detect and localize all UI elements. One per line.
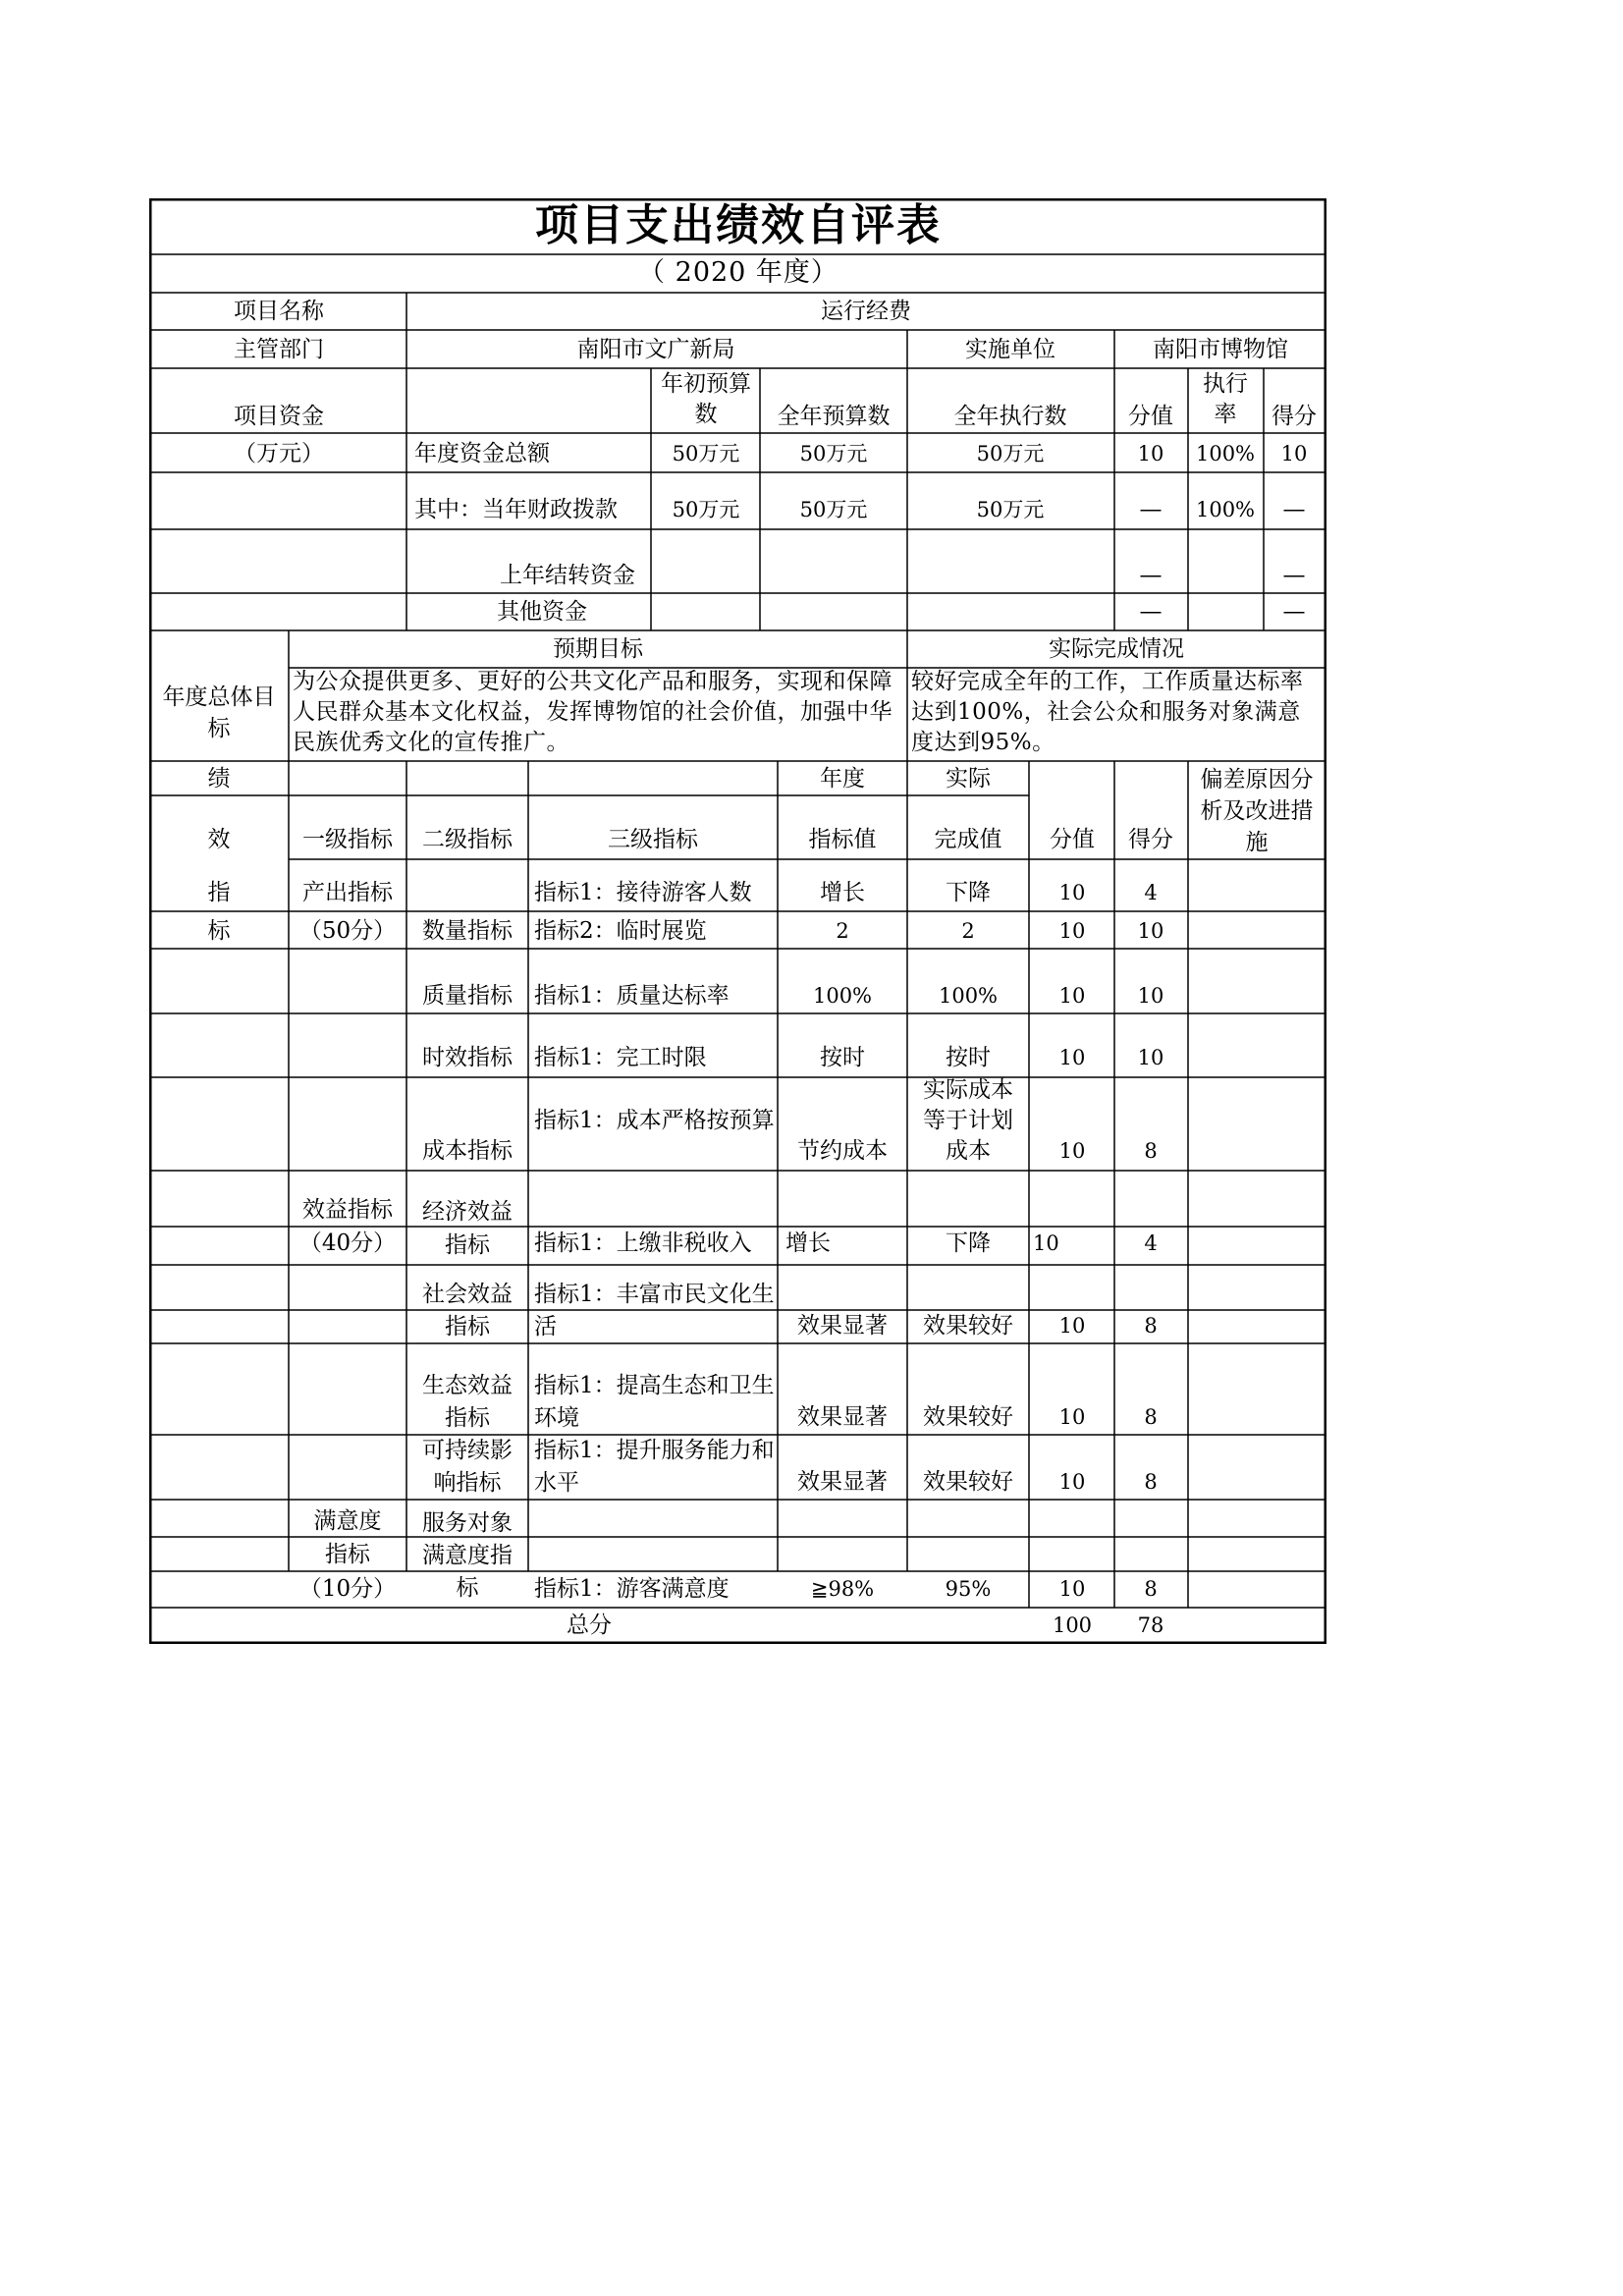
initial-budget-header: 年初预算数 xyxy=(661,371,751,427)
level2-service-satisfaction: 服务对象满意度指标 xyxy=(422,1510,513,1601)
score-sustainable: 8 xyxy=(1144,1470,1158,1494)
indicator-social: 指标1：丰富市民文化生活 xyxy=(534,1282,775,1339)
actual-satisfaction: 95% xyxy=(945,1577,992,1601)
annual-exec-header: 全年执行数 xyxy=(953,404,1067,429)
actual-cost: 实际成本等于计划成本 xyxy=(923,1077,1013,1164)
score-cost: 8 xyxy=(1144,1139,1158,1163)
indicator-exhibition: 指标2：临时展览 xyxy=(534,918,707,944)
weight-economic: 10 xyxy=(1033,1231,1059,1255)
indicator-sustainable: 指标1：提升服务能力和水平 xyxy=(534,1438,775,1496)
level2-ecological: 生态效益指标 xyxy=(422,1373,513,1431)
fiscal-label: 其中：当年财政拨款 xyxy=(414,497,618,522)
level2-sustainable: 可持续影响指标 xyxy=(422,1438,513,1496)
expected-text: 为公众提供更多、更好的公共文化产品和服务，实现和保障人民群众基本文化权益，发挥博物馆的社会价值，加强中华民族优秀文化的宣传推广。 xyxy=(293,669,893,755)
score-economic: 4 xyxy=(1144,1231,1158,1255)
funds-label: 项目资金 xyxy=(234,404,324,429)
other-score: — xyxy=(1282,599,1306,625)
actual-timeliness: 按时 xyxy=(946,1045,991,1070)
actual-ecological: 效果较好 xyxy=(923,1404,1013,1430)
actual-text: 较好完成全年的工作，工作质量达标率达到100%，社会公众和服务对象满意度达到95%。 xyxy=(911,669,1304,755)
indicator-timeliness: 指标1：完工时限 xyxy=(534,1045,707,1070)
indicator-economic: 指标1：上缴非税收入 xyxy=(534,1230,752,1256)
total-annual: 50万元 xyxy=(799,442,868,465)
total-weight-sum: 100 xyxy=(1052,1613,1093,1637)
actual-exhibition: 2 xyxy=(961,919,975,943)
target-economic: 增长 xyxy=(785,1230,831,1256)
dept-label: 主管部门 xyxy=(234,337,324,362)
level1-benefit-points: （40分） xyxy=(298,1230,397,1256)
target-visitors: 增长 xyxy=(820,880,865,905)
other-label: 其他资金 xyxy=(497,599,587,625)
perf-weight-header: 分值 xyxy=(1050,827,1095,852)
exec-rate-header: 执行率 xyxy=(1203,371,1248,427)
actual-visitors: 下降 xyxy=(946,880,991,905)
project-name-label: 项目名称 xyxy=(234,299,324,324)
fiscal-exec: 50万元 xyxy=(976,498,1045,521)
fiscal-weight: — xyxy=(1139,497,1163,522)
target-quality: 100% xyxy=(812,984,873,1008)
level2-timeliness: 时效指标 xyxy=(422,1045,513,1070)
indicator-visitors: 指标1：接待游客人数 xyxy=(534,880,752,905)
score-satisfaction: 8 xyxy=(1144,1577,1158,1601)
total-weight: 10 xyxy=(1137,442,1164,465)
reason-header: 偏差原因分析及改进措施 xyxy=(1200,767,1314,855)
side-char-1: 绩 xyxy=(207,766,231,792)
total-score-label: 总分 xyxy=(567,1613,612,1638)
total-exec: 50万元 xyxy=(976,442,1045,465)
side-char-3: 指 xyxy=(207,880,231,905)
score-visitors: 4 xyxy=(1144,881,1158,904)
other-weight: — xyxy=(1139,599,1163,625)
weight-sustainable: 10 xyxy=(1058,1470,1086,1494)
weight-exhibition: 10 xyxy=(1058,919,1086,943)
target-ecological: 效果显著 xyxy=(797,1404,888,1430)
fiscal-rate: 100% xyxy=(1195,498,1256,521)
score-quality: 10 xyxy=(1137,984,1164,1008)
annual-budget-header: 全年预算数 xyxy=(777,404,891,429)
total-score: 10 xyxy=(1280,442,1308,465)
target-timeliness: 按时 xyxy=(820,1045,865,1070)
target-exhibition: 2 xyxy=(836,919,849,943)
carryover-score: — xyxy=(1282,563,1306,588)
level1-output-points: （50分） xyxy=(298,918,397,944)
year-line: （ 2020 年度） xyxy=(638,257,839,288)
total-initial: 50万元 xyxy=(672,442,740,465)
weight-cost: 10 xyxy=(1058,1139,1086,1163)
weight-quality: 10 xyxy=(1058,984,1086,1008)
indicator-ecological: 指标1：提高生态和卫生环境 xyxy=(534,1373,775,1431)
level2-social: 社会效益指标 xyxy=(422,1282,513,1339)
actual-social: 效果较好 xyxy=(923,1313,1013,1339)
indicator-satisfaction: 指标1：游客满意度 xyxy=(534,1576,730,1602)
carryover-label: 上年结转资金 xyxy=(500,563,635,588)
unit-label: 实施单位 xyxy=(965,337,1055,362)
indicator-quality: 指标1：质量达标率 xyxy=(534,983,730,1009)
fiscal-initial: 50万元 xyxy=(672,498,740,521)
total-score-sum: 78 xyxy=(1137,1613,1164,1637)
goal-label: 年度总体目标 xyxy=(162,684,276,741)
level3-header: 三级指标 xyxy=(608,827,698,852)
self-evaluation-form xyxy=(149,198,1326,1644)
score-social: 8 xyxy=(1144,1314,1158,1338)
level2-header: 二级指标 xyxy=(422,827,513,852)
level2-quantity: 数量指标 xyxy=(422,918,513,944)
form-title: 项目支出绩效自评表 xyxy=(535,200,942,250)
target-satisfaction: ≧98% xyxy=(810,1577,875,1601)
target-sustainable: 效果显著 xyxy=(797,1469,888,1495)
level1-satisfaction-points: （10分） xyxy=(298,1576,397,1602)
weight-visitors: 10 xyxy=(1058,881,1086,904)
weight-satisfaction: 10 xyxy=(1058,1577,1086,1601)
level2-cost: 成本指标 xyxy=(422,1138,513,1164)
score-exhibition: 10 xyxy=(1137,919,1164,943)
funds-unit-label: （万元） xyxy=(234,441,324,466)
target-header: 指标值 xyxy=(808,827,877,852)
annual-header: 年度 xyxy=(820,766,865,792)
score-ecological: 8 xyxy=(1144,1405,1158,1429)
target-cost: 节约成本 xyxy=(797,1138,888,1164)
level2-quality: 质量指标 xyxy=(422,983,513,1009)
fiscal-score: — xyxy=(1282,497,1306,522)
carryover-weight: — xyxy=(1139,563,1163,588)
level1-output: 产出指标 xyxy=(302,880,393,905)
side-char-4: 标 xyxy=(207,918,231,944)
project-name-value: 运行经费 xyxy=(821,299,911,324)
expected-header: 预期目标 xyxy=(553,636,643,662)
actual-header: 实际完成情况 xyxy=(1049,636,1184,662)
total-label: 年度资金总额 xyxy=(414,441,550,466)
unit-value: 南阳市博物馆 xyxy=(1153,337,1288,362)
level1-satisfaction: 满意度指标 xyxy=(313,1508,382,1567)
score-timeliness: 10 xyxy=(1137,1046,1164,1069)
perf-score-header: 得分 xyxy=(1128,827,1173,852)
weight-header: 分值 xyxy=(1128,404,1173,429)
level1-header: 一级指标 xyxy=(302,827,393,852)
total-rate: 100% xyxy=(1195,442,1256,465)
target-social: 效果显著 xyxy=(797,1313,888,1339)
weight-social: 10 xyxy=(1058,1314,1086,1338)
dept-value: 南阳市文广新局 xyxy=(576,337,735,362)
actual-col-header: 实际 xyxy=(946,766,991,792)
completed-header: 完成值 xyxy=(934,827,1002,852)
side-char-2: 效 xyxy=(207,827,231,852)
level1-benefit: 效益指标 xyxy=(302,1197,393,1223)
fiscal-annual: 50万元 xyxy=(799,498,868,521)
score-header: 得分 xyxy=(1271,404,1317,429)
weight-timeliness: 10 xyxy=(1058,1046,1086,1069)
actual-quality: 100% xyxy=(938,984,999,1008)
level2-economic: 经济效益指标 xyxy=(422,1199,513,1258)
weight-ecological: 10 xyxy=(1058,1405,1086,1429)
actual-economic: 下降 xyxy=(946,1230,991,1256)
indicator-cost: 指标1：成本严格按预算 xyxy=(534,1108,775,1133)
actual-sustainable: 效果较好 xyxy=(923,1469,1013,1495)
